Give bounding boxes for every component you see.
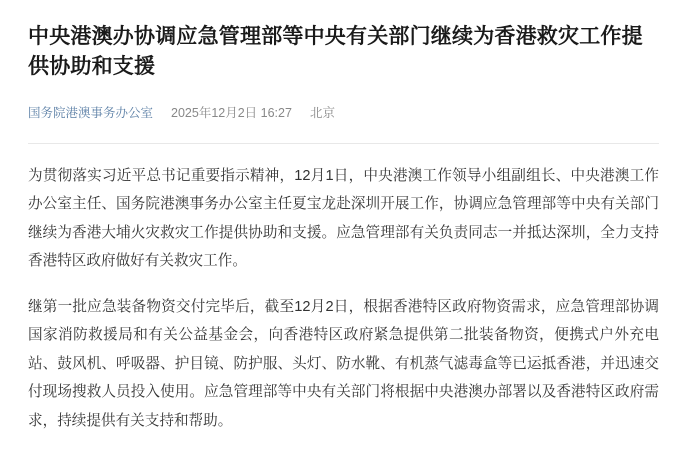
article-paragraph: 继第一批应急装备物资交付完毕后，截至12月2日，根据香港特区政府物资需求，应急管理部协调国家消防救援局和有关公益基金会，向香港特区政府紧急提供第二批装备物资，便携式户外充电站、鼓风机、呼吸器、护目镜、防护服、头灯、防水靴、有机蒸气滤毒盒等已运抵香港，并迅速交付现场搜救人员投入使用。应急管理部等中央有关部门将根据中央港澳办部署以及香港特区政府需求，持续提供有关支持和帮助。 <box>28 298 659 429</box>
meta-divider <box>28 143 659 144</box>
page-title: 中央港澳办协调应急管理部等中央有关部门继续为香港救灾工作提供协助和支援 <box>28 25 643 79</box>
article-meta <box>28 103 659 121</box>
article-paragraph: 为贯彻落实习近平总书记重要指示精神，12月1日，中央港澳工作领导小组副组长、中央港澳工作办公室主任、国务院港澳事务办公室主任夏宝龙赴深圳开展工作，协调应急管理部等中央有关部门继续为香港大埔火灾救灾工作提供协助和支援。应急管理部有关负责同志一并抵达深圳，全力支持香港特区政府做好有关救灾工作。 <box>28 167 659 270</box>
article-source[interactable]: 国务院港澳事务办公室 <box>28 105 154 120</box>
article-timestamp: 2025年12月2日 16:27 <box>171 105 292 120</box>
article-location: 北京 <box>309 105 335 120</box>
article-body <box>28 162 659 435</box>
